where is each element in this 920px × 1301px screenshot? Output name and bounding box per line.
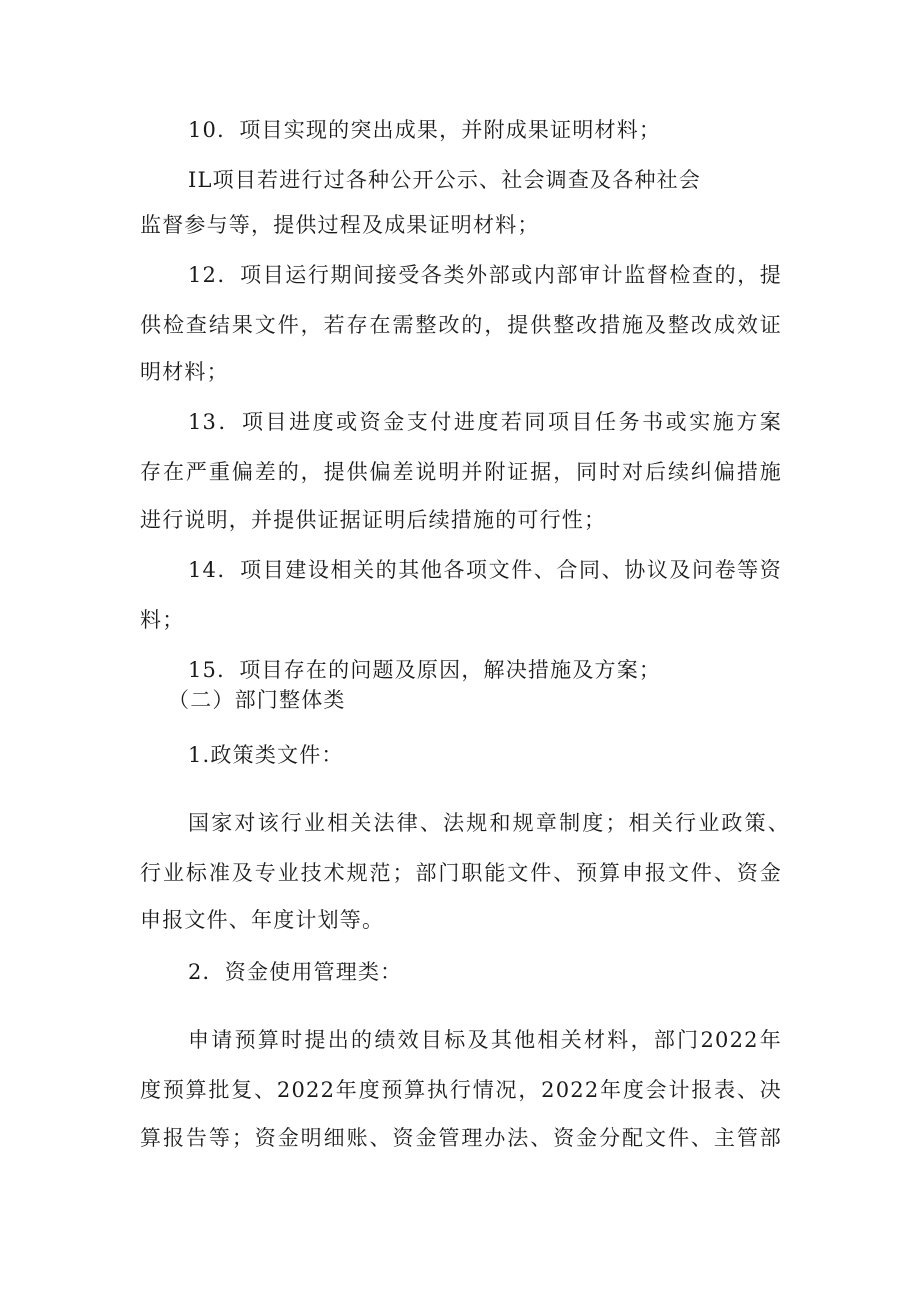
text-line: 14．项目建设相关的其他各项文件、合同、协议及问卷等资	[188, 558, 782, 582]
text-line: 15．项目存在的问题及原因，解决措施及方案；	[188, 658, 662, 682]
text-line: 供检查结果文件，若存在需整改的，提供整改措施及整改成效证	[140, 313, 782, 337]
text-line: 国家对该行业相关法律、法规和规章制度；相关行业政策、	[188, 811, 790, 835]
subsection-heading: 2．资金使用管理类：	[188, 960, 403, 984]
section-heading: （二）部门整体类	[168, 688, 346, 712]
text-line: 申请预算时提出的绩效目标及其他相关材料，部门2022年	[188, 1028, 782, 1052]
text-line: 行业标准及专业技术规范；部门职能文件、预算申报文件、资金	[140, 861, 782, 885]
text-line: 度预算批复、2022年度预算执行情况，2022年度会计报表、决	[140, 1078, 782, 1102]
text-line: 10．项目实现的突出成果，并附成果证明材料；	[188, 118, 662, 142]
text-line: 算报告等；资金明细账、资金管理办法、资金分配文件、主管部	[140, 1126, 782, 1150]
text-line: 13．项目进度或资金支付进度若同项目任务书或实施方案	[188, 410, 782, 434]
text-line: 12．项目运行期间接受各类外部或内部审计监督检查的，提	[188, 263, 782, 287]
text-line: 监督参与等，提供过程及成果证明材料；	[140, 213, 540, 237]
text-line: 料；	[140, 608, 185, 632]
subsection-heading: 1.政策类文件：	[188, 743, 344, 767]
text-line: 明材料；	[140, 360, 229, 384]
text-line: 进行说明，并提供证据证明后续措施的可行性；	[140, 508, 607, 532]
text-line: 存在严重偏差的，提供偏差说明并附证据，同时对后续纠偏措施	[140, 460, 782, 484]
text-line: IL项目若进行过各种公开公示、社会调查及各种社会	[188, 168, 702, 192]
text-line: 申报文件、年度计划等。	[140, 908, 385, 932]
